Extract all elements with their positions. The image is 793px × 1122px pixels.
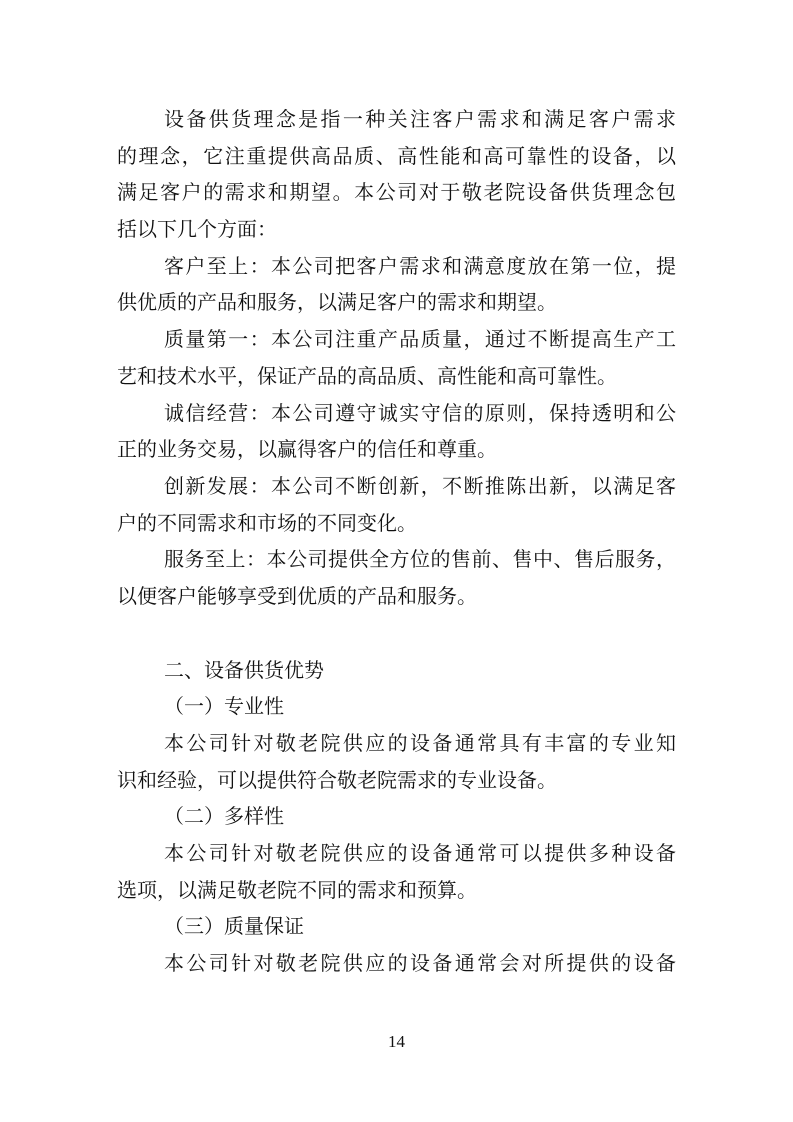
page-content bbox=[117, 101, 676, 982]
text-line: 客户至上：本公司把客户需求和满意度放在第一位，提 bbox=[164, 253, 676, 278]
text-line: 满足客户的需求和期望。本公司对于敬老院设备供货理念包 bbox=[117, 180, 676, 205]
section-title: 二、设备供货优势 bbox=[164, 657, 324, 682]
text-line: 本公司针对敬老院供应的设备通常会对所提供的设备 bbox=[164, 951, 676, 976]
subsection-diversity bbox=[117, 798, 676, 908]
text-line: 服务至上：本公司提供全方位的售前、售中、售后服务， bbox=[164, 547, 676, 572]
text-line: 的理念，它注重提供高品质、高性能和高可靠性的设备，以 bbox=[117, 143, 676, 168]
paragraph-integrity bbox=[117, 395, 676, 468]
text-line: 质量第一：本公司注重产品质量，通过不断提高生产工 bbox=[164, 327, 676, 352]
paragraph-innovation bbox=[117, 468, 676, 541]
text-line: 艺和技术水平，保证产品的高品质、高性能和高可靠性。 bbox=[117, 363, 617, 388]
text-line: 供优质的产品和服务，以满足客户的需求和期望。 bbox=[117, 290, 557, 315]
text-line: 识和经验，可以提供符合敬老院需求的专业设备。 bbox=[117, 767, 557, 792]
paragraph-supply-concept bbox=[117, 101, 676, 248]
section-spacer bbox=[117, 615, 676, 652]
text-line: 创新发展：本公司不断创新，不断推陈出新，以满足客 bbox=[164, 473, 676, 498]
text-line: 选项，以满足敬老院不同的需求和预算。 bbox=[117, 877, 477, 902]
subsection-professional bbox=[117, 688, 676, 798]
page-number: 14 bbox=[388, 1032, 405, 1051]
paragraph-customer-first bbox=[117, 248, 676, 321]
text-line: 设备供货理念是指一种关注客户需求和满足客户需求 bbox=[164, 107, 676, 131]
text-line: 户的不同需求和市场的不同变化。 bbox=[117, 510, 417, 535]
text-line: 本公司针对敬老院供应的设备通常可以提供多种设备 bbox=[164, 841, 676, 866]
text-line: 本公司针对敬老院供应的设备通常具有丰富的专业知 bbox=[164, 731, 676, 755]
subsection-title: （三）质量保证 bbox=[164, 914, 304, 939]
subsection-title: （一）专业性 bbox=[164, 694, 284, 719]
subsection-quality-assurance bbox=[117, 908, 676, 981]
text-line: 诚信经营：本公司遵守诚实守信的原则，保持透明和公 bbox=[164, 400, 676, 425]
paragraph-service-first bbox=[117, 541, 676, 614]
text-line: 以便客户能够享受到优质的产品和服务。 bbox=[117, 583, 477, 608]
text-line: 正的业务交易，以赢得客户的信任和尊重。 bbox=[117, 437, 497, 462]
text-line: 括以下几个方面： bbox=[117, 217, 277, 242]
subsection-title: （二）多样性 bbox=[164, 804, 284, 829]
paragraph-quality-first bbox=[117, 321, 676, 394]
